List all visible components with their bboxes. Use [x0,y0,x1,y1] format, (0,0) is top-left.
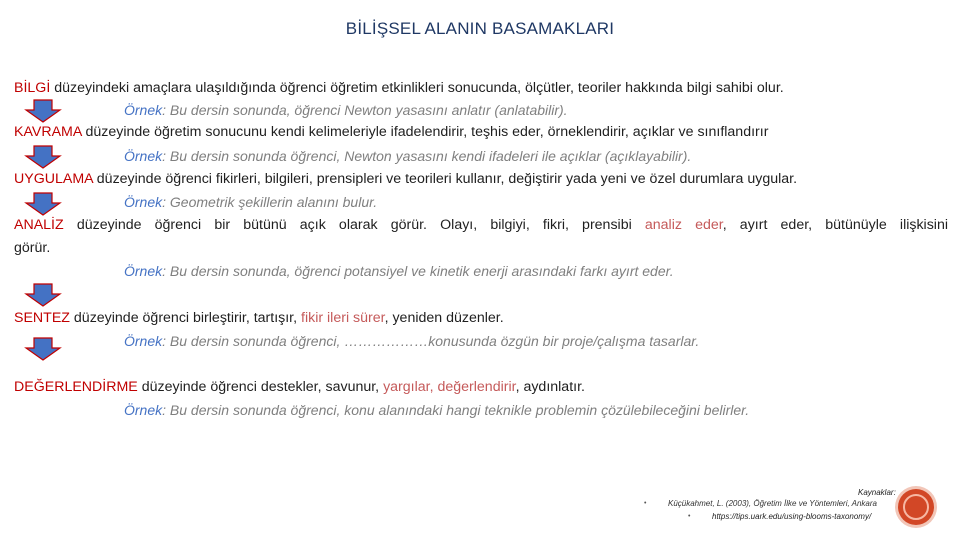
level-analiz-wrap: görür. [14,240,51,256]
level-description: düzeyinde öğrenci birleştirir, tartışır, [69,310,302,326]
page-number-badge-icon [898,489,934,525]
example-text: : Bu dersin sonunda öğrenci, konu alanındaki hangi teknikle problemin çözülebileceğini belirler. [162,402,750,418]
level-sentez [14,308,504,328]
reference-book: Küçükahmet, L. (2003), Öğretim İlke ve Yöntemleri, Ankara [668,499,877,508]
level-description-cont: , ayırt eder, bütünüyle ilişkisini [722,217,948,233]
level-kavrama [14,122,768,142]
level-keyword: KAVRAMA [14,124,82,140]
example-uygulama [124,192,377,212]
level-bilgi [14,78,784,98]
example-label: Örnek [124,263,163,279]
down-arrow-icon [24,99,62,123]
level-description: düzeyinde öğretim sonucunu kendi kelimeleriyle ifadelendirir, teşhis eder, örneklendirir, açıklar ve sınıflandırır [81,124,769,140]
example-text: : Bu dersin sonunda, öğrenci Newton yasasını anlatır (anlatabilir). [162,102,568,118]
bullet-icon: • [644,500,647,507]
example-text: : Bu dersin sonunda öğrenci, ………………konusunda özgün bir proje/çalışma tasarlar. [162,333,700,349]
level-keyword: BİLGİ [14,80,51,96]
example-analiz [124,261,674,281]
example-label: Örnek [124,102,163,118]
example-sentez [124,331,699,351]
level-description: düzeyindeki amaçlara ulaşıldığında öğrenci öğretim etkinlikleri sonucunda, ölçütler, teoriler hakkında bilgi sahibi olur. [50,80,784,96]
example-label: Örnek [124,148,163,164]
example-bilgi [124,100,568,120]
down-arrow-icon [24,192,62,216]
level-keyword: DEĞERLENDİRME [14,379,138,395]
reference-link[interactable]: https://tips.uark.edu/using-blooms-taxonomy/ [712,512,872,521]
references-heading: Kaynaklar: [858,488,896,497]
down-arrow-icon [24,337,62,361]
page-title: BİLİŞSEL ALANIN BASAMAKLARI [345,19,615,38]
example-text: : Bu dersin sonunda öğrenci, Newton yasasını kendi ifadeleri ile açıklar (açıklayabilir). [162,148,692,164]
example-label: Örnek [124,333,163,349]
level-degerlendirme [14,377,585,397]
level-description-cont: , aydınlatır. [515,379,585,395]
level-description: düzeyinde öğrenci destekler, savunur, [137,379,384,395]
example-label: Örnek [124,194,163,210]
level-keyword: ANALİZ [14,217,64,233]
highlight-verb: yargılar, değerlendirir [383,379,516,395]
level-uygulama [14,169,797,189]
level-keyword: UYGULAMA [14,171,93,187]
bullet-icon: • [688,513,691,520]
down-arrow-icon [24,145,62,169]
example-kavrama [124,146,691,166]
level-description: düzeyinde öğrenci bir bütünü açık olarak görür. Olayı, bilgiyi, fikri, prensibi [63,217,645,233]
level-description: düzeyinde öğrenci fikirleri, bilgileri, prensipleri ve teorileri kullanır, değiştirir yada yeni ve özel durumlara uygular. [92,171,798,187]
example-label: Örnek [124,402,163,418]
example-text: : Geometrik şekillerin alanını bulur. [162,194,378,210]
down-arrow-icon [24,283,62,307]
highlight-verb: fikir ileri sürer [301,310,385,326]
level-analiz [14,215,948,235]
level-keyword: SENTEZ [14,310,70,326]
highlight-verb: analiz eder [644,217,723,233]
example-text: : Bu dersin sonunda, öğrenci potansiyel ve kinetik enerji arasındaki farkı ayırt eder. [162,263,674,279]
level-description-cont: , yeniden düzenler. [384,310,504,326]
example-degerlendirme [124,400,749,420]
